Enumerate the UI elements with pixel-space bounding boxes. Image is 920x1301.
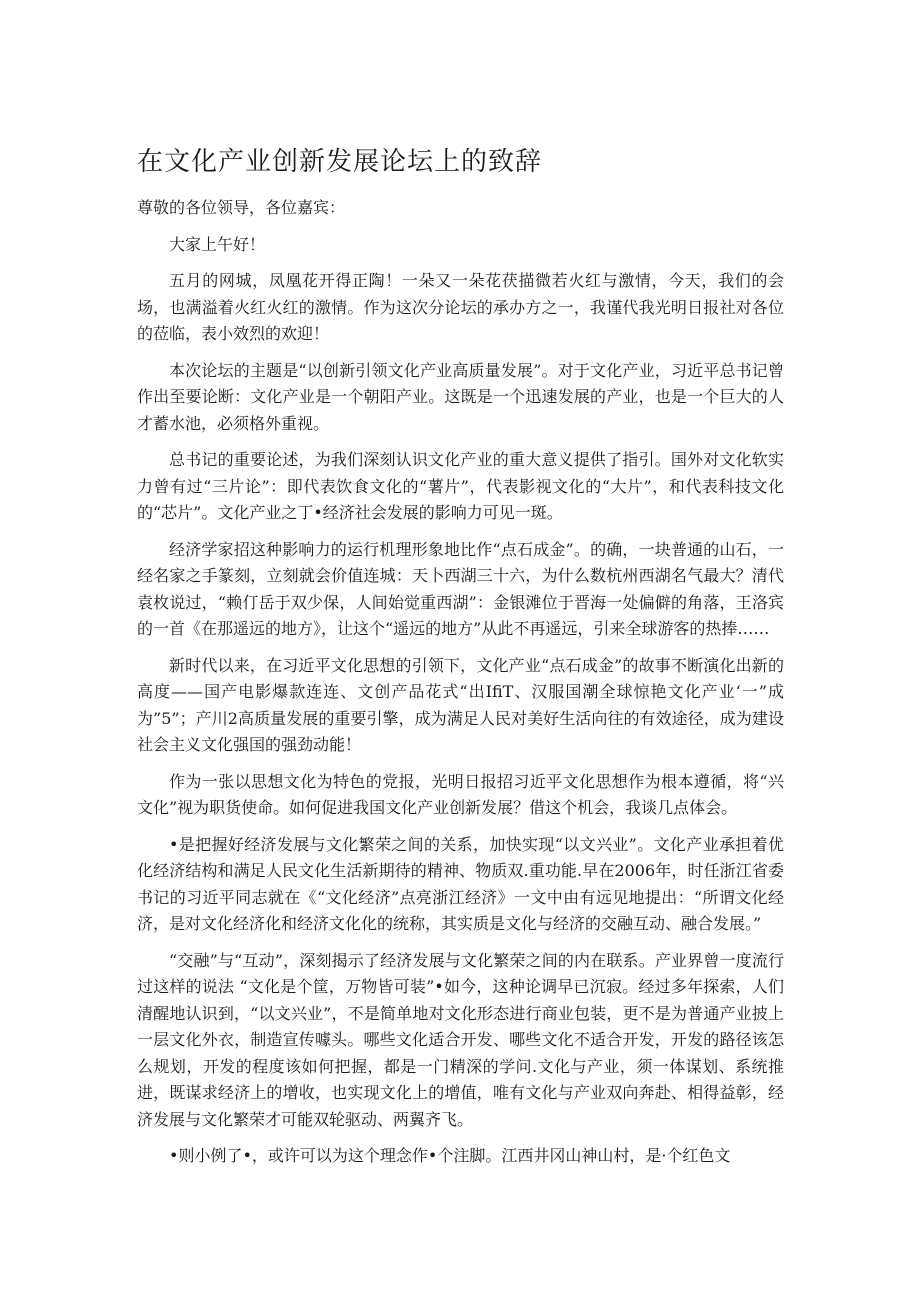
- paragraph-greeting: 大家上午好！: [169, 234, 266, 254]
- salutation: 尊敬的各位领导，各位嘉宾：: [137, 198, 346, 217]
- paragraph-guangming-mission: 作为一张以思想文化为特色的党报，光明日报招习近平文化思想作为根本遵循，将“兴文化”视为职货使命。如何促进我国文化产业创新发展？借这个机会，我谈几点体会。: [137, 771, 784, 817]
- document-title: 在文化产业创新发展论坛上的致辞: [137, 147, 543, 177]
- paragraph-forum-theme: 本次论坛的主题是“以创新引领文化产业高质量发展”。对于文化产业，习近平总书记曾作出至要论断：文化产业是一个朝阳产业。这既是一个迅速发展的产业，也是一个巨大的人才蓄水池，必须格外重视。: [137, 360, 784, 433]
- paragraph-point-one: •是把握好经济发展与文化繁荣之间的关系，加快实现“以文兴业”。文化产业承担着优化经济结构和满足人民文化生活新期待的精神、物质双.重功能.早在2006年，时任浙江省委书记的习近平同志就在《“文化经济”点亮浙江经济》一文中由有远见地提出：“所谓文化经济，是对文化经济化和经济文化化的统称，其实质是文化与经济的交融互动、融合发展。”: [137, 834, 784, 933]
- paragraph-soft-power: 总书记的重要论述，为我们深刻认识文化产业的重大意义提供了指引。国外对文化软实力曾有过“三片论”：即代表饮食文化的“薯片”，代表影视文化的“大片”，和代表科技文化的“芯片”。文化产业之丁•经济社会发展的影响力可见一斑。: [137, 450, 784, 522]
- paragraph-example: •则小例了•，或许可以为这个理念作•个注脚。江西井冈山神山村，是·个红色文: [169, 1146, 731, 1165]
- paragraph-stone-to-gold: 经济学家招这种影响力的运行机理形象地比作“点石成金”。的确，一块普通的山石，一经名家之手篆刻，立刻就会价值连城：天卜西湖三十六，为什么数杭州西湖名气最大？清代袁枚说过，“赖仃岳于双少保，人间始觉重西湖”：金银滩位于晋海一处偏僻的角落，王洛宾的一首《在那遥远的地方》，让这个“遥远的地方”从此不再遥远，引来全球游客的热捧……: [137, 539, 784, 638]
- paragraph-welcome: 五月的网城，凤凰花开得正陶！一朵又一朵花茯描微若火红与激情，今天，我们的会场，也满溢着火红火红的激情。作为这次分论坛的承办方之一，我谨代我光明日报社对各位的莅临，表小效烈的欢迎！: [137, 271, 784, 343]
- paragraph-integration: “交融”与“互动”，深刻揭示了经济发展与文化繁荣之间的内在联系。产业界曾一度流行过这样的说法 “文化是个筐，万物皆可装”•如今，这种论调早已沉寂。经过多年探索，人们清醒地认识到，“以文兴业”，不是简单地对文化形态进行商业包装，更不是为普通产业披上一层文化外衣，制造宣传噱头。哪些文化适合开发、哪些文化不适合开发，开发的路径该怎么规划，开发的程度该如何把握，都是一门精深的学问.文化与产业，须一体谋划、系统推进，既谋求经济上的增收，也实现文化上的增值，唯有文化与产业双向奔赴、相得益彰，经济发展与文化繁荣才可能双轮驱动、两翼齐飞。: [137, 950, 784, 1129]
- paragraph-new-era: 新时代以来，在习近平文化思想的引领下，文化产业“点石成金”的故事不断演化出新的高度——国产电影爆款连连、文创产品花式“出IfiT、汉服国潮全球惊艳文化产业‘一”成为”5”；产川2高质量发展的重要引擎，成为满足人民对美好生活向往的有效途径，成为建设社会主义文化强国的强劲动能！: [137, 655, 784, 754]
- document-body: [137, 195, 784, 1180]
